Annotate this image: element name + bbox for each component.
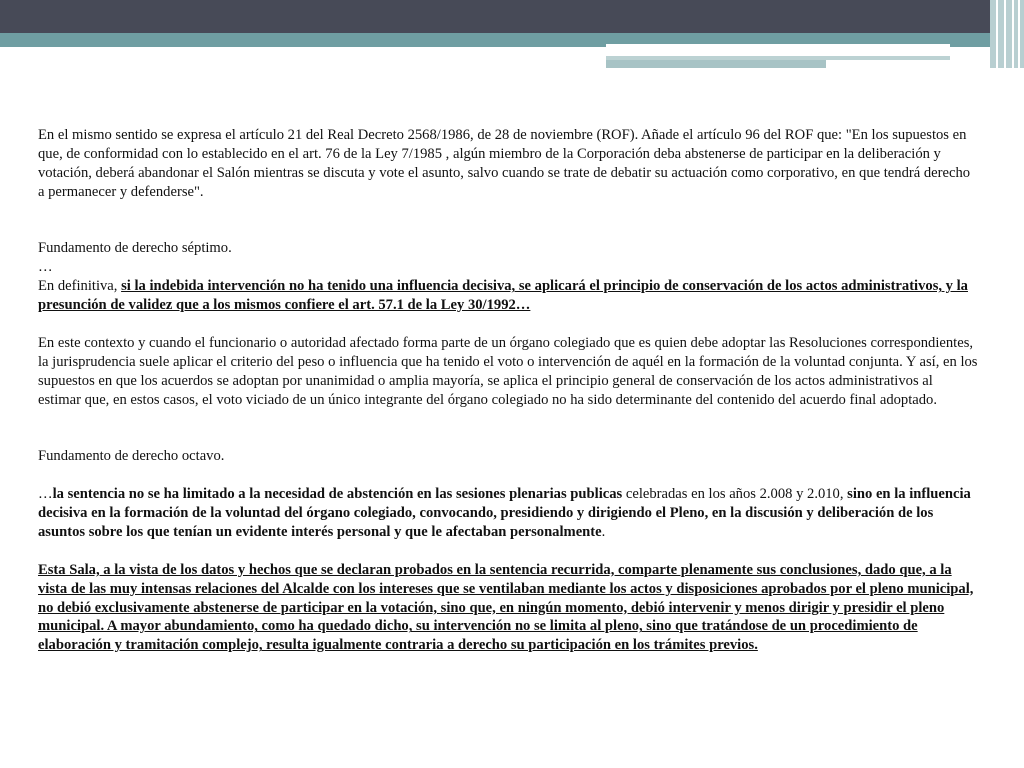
paragraph-sentencia-bold1: la sentencia no se ha limitado a la necesidad de abstención en las sesiones plenarias publicas bbox=[52, 486, 623, 503]
paragraph-sentencia-bold2: sino en la influencia decisiva en la formación de la voluntad del órgano colegiado, convocando, presidiendo y dirigiendo el Pleno, en la discusión y deliberación de los asuntos sobre los que tenían un evidente interés personal y que le afectaban personalmente bbox=[38, 486, 971, 540]
paragraph-sentencia bbox=[38, 485, 978, 542]
header-right-panel bbox=[990, 0, 1024, 68]
paragraph-contexto: En este contexto y cuando el funcionario o autoridad afectado forma parte de un órgano colegiado que es quien debe adoptar las Resoluciones correspondientes, la jurisprudencia suele aplicar el criterio del peso o influencia que ha tenido el voto o intervención de aquél en la formación de la voluntad conjunta. Y así, en los supuestos en que los acuerdos se adoptan por unanimidad o amplia mayoría, se aplica el principio general de conservación de los actos administrativos al estimar que, en estos casos, el voto viciado de un único integrante del órgano colegiado no ha sido determinante del contenido del acuerdo final adoptado. bbox=[38, 334, 978, 408]
ellipsis: … bbox=[38, 259, 53, 276]
paragraph-rof: En el mismo sentido se expresa el artículo 21 del Real Decreto 2568/1986, de 28 de noviembre (ROF). Añade el artículo 96 del ROF que: "En los supuestos en que, de conformidad con lo establecido en el art. 76 de la Ley 7/1985 , algún miembro de la Corporación deba abstenerse de participar en la deliberación y votación, deberá abandonar el Salón mientras se discuta y vote el asunto, salvo cuando se trate de debatir su actuación como corporativo, en que tendrá derecho a permanecer y defenderse". bbox=[38, 127, 971, 200]
header-light-bar-short bbox=[606, 60, 826, 68]
paragraph-definitiva-lead: En definitiva, bbox=[38, 278, 122, 295]
paragraph-sentencia-ellipsis: … bbox=[38, 486, 53, 503]
paragraph-sentencia-end: . bbox=[601, 523, 606, 540]
heading-fundamento-septimo: Fundamento de derecho séptimo. bbox=[38, 240, 232, 257]
heading-fundamento-octavo: Fundamento de derecho octavo. bbox=[38, 448, 225, 465]
paragraph-definitiva-emphasis: si la indebida intervención no ha tenido una influencia decisiva, se aplicará el principio de conservación de los actos administrativos, y la presunción de validez que a los mismos confiere el art. 57.1 de la Ley 30/1992… bbox=[38, 278, 968, 314]
paragraph-sentencia-mid: celebradas en los años 2.008 y 2.010, bbox=[622, 486, 848, 503]
slide-body bbox=[38, 126, 978, 655]
paragraph-sala: Esta Sala, a la vista de los datos y hechos que se declaran probados en la sentencia recurrida, comparte plenamente sus conclusiones, dado que, a la vista de las muy intensas relaciones del Alcalde con los intereses que se ventilaban mediante los actos y disposiciones aprobados por el pleno municipal, no debió exclusivamente abstenerse de participar en la votación, sino que, en ningún momento, debió intervenir y menos dirigir y presidir el pleno municipal. A mayor abundamiento, como ha quedado dicho, su intervención no se limita al pleno, sino que tratándose de un procedimiento de elaboración y tramitación complejo, resulta igualmente contraria a derecho su participación en los trámites previos. bbox=[38, 561, 974, 654]
header-wedge bbox=[606, 44, 950, 55]
header-band bbox=[0, 0, 1024, 33]
paragraph-definitiva bbox=[38, 277, 978, 315]
